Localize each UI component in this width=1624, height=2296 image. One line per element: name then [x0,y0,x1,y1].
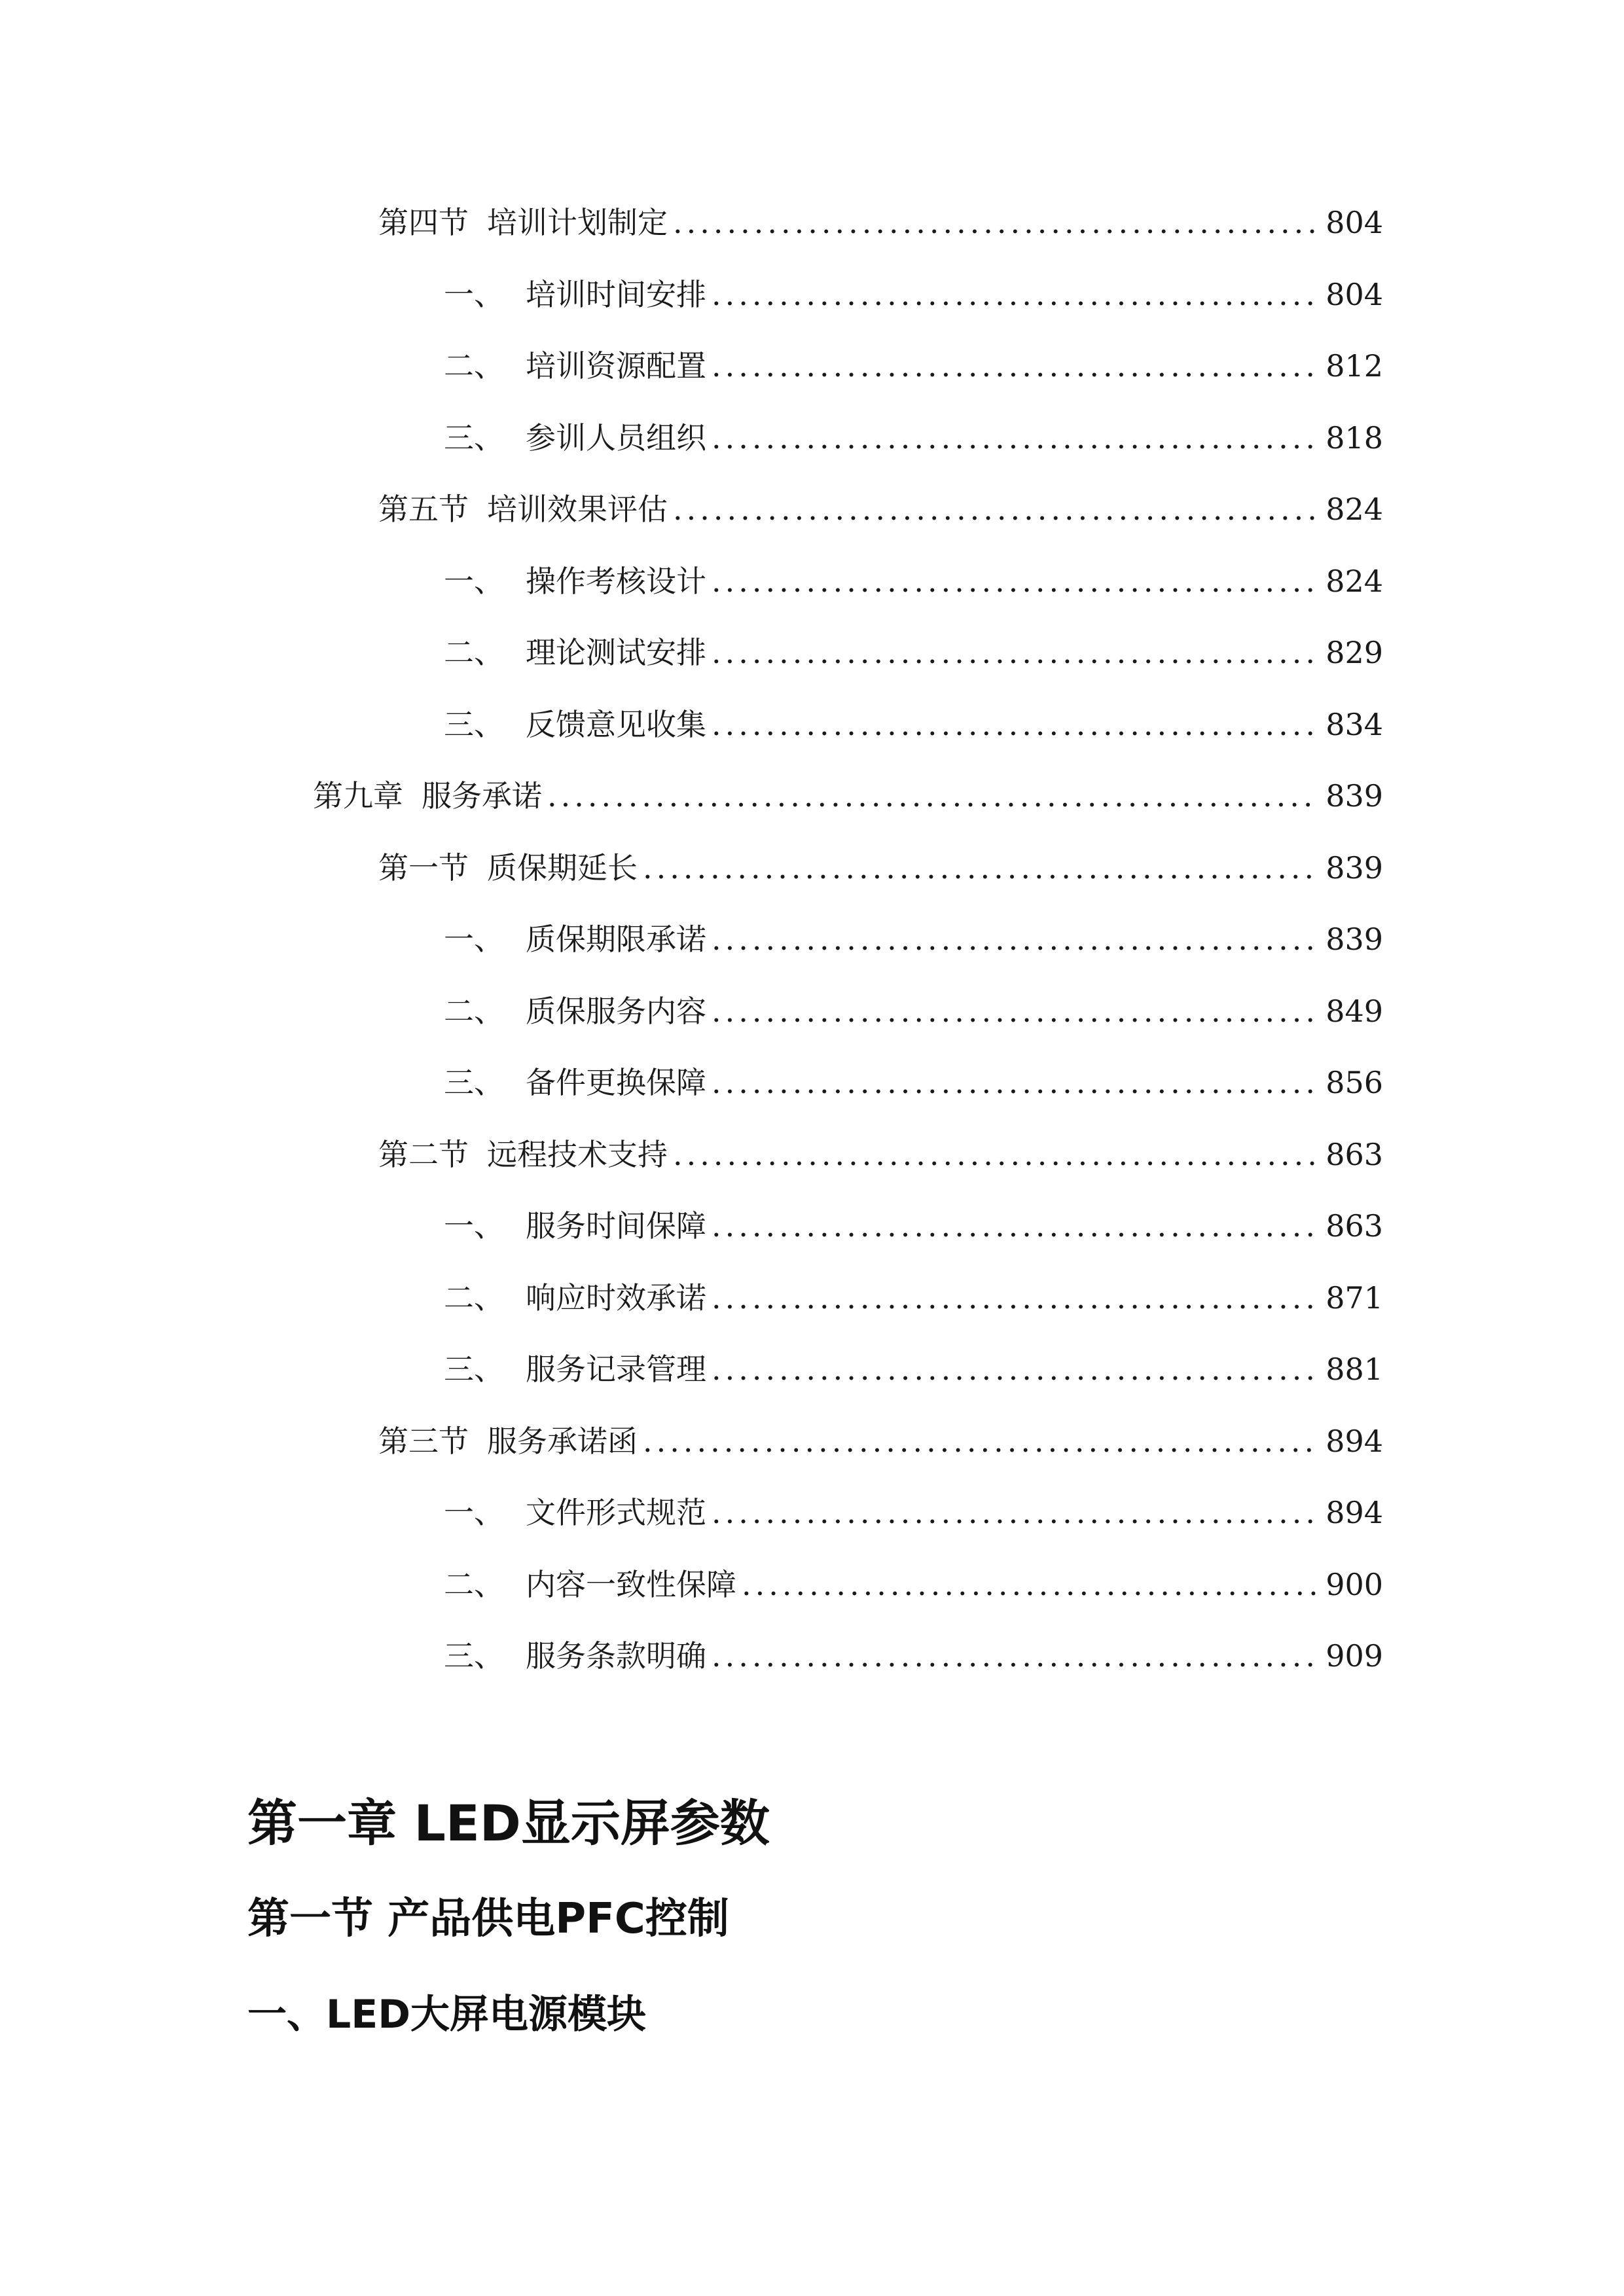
toc-entry[interactable] [378,483,1383,535]
toc-entry-page: 863 [1326,1208,1383,1244]
toc-entry-page: 804 [1326,276,1383,312]
toc-entry-page: 849 [1326,993,1383,1029]
toc-entry-title: 文件形式规范 [526,1495,706,1530]
toc-entry-number: 二、 [444,1566,504,1602]
toc-dot-leader [673,483,1316,535]
toc-entry-page: 804 [1326,205,1383,240]
toc-entry-title: 服务条款明确 [526,1638,706,1674]
toc-entry[interactable] [444,1486,1383,1539]
toc-dot-leader [643,842,1316,894]
toc-dot-leader [673,1128,1316,1181]
toc-entry-title: 服务时间保障 [526,1208,706,1244]
toc-entry-title: 培训资源配置 [526,348,706,384]
toc-dot-leader [712,555,1316,607]
toc-entry-page: 900 [1326,1566,1383,1602]
toc-entry-title: 操作考核设计 [526,563,706,599]
toc-entry-title: 反馈意见收集 [526,706,706,742]
toc-dot-leader [712,985,1316,1037]
toc-entry-number: 二、 [444,993,504,1029]
toc-entry-title: 培训时间安排 [526,276,706,312]
toc-entry[interactable] [444,698,1383,751]
toc-entry-number: 三、 [444,706,504,742]
toc-entry-number: 三、 [444,1352,504,1387]
toc-entry-page: 871 [1326,1280,1383,1316]
toc-entry-number: 二、 [444,348,504,384]
toc-entry-number: 一、 [444,922,504,957]
toc-entry-title: 服务承诺 [422,778,542,814]
toc-entry-page: 894 [1326,1495,1383,1530]
toc-entry-number: 第四节 [378,205,469,240]
toc-dot-leader [673,196,1316,249]
toc-entry-number: 一、 [444,276,504,312]
toc-entry[interactable] [378,196,1383,249]
toc-entry[interactable] [444,913,1383,965]
toc-dot-leader [712,626,1316,679]
toc-entry-number: 三、 [444,1638,504,1674]
toc-entry[interactable] [444,1272,1383,1324]
chapter-heading: 第一章 LED显示屏参数 [247,1794,770,1852]
toc-entry-number: 第二节 [378,1136,469,1172]
toc-dot-leader [712,340,1316,392]
section-heading: 第一节 产品供电PFC控制 [247,1895,729,1943]
toc-entry[interactable] [444,1558,1383,1611]
toc-entry-page: 812 [1326,348,1383,384]
toc-entry-page: 839 [1326,850,1383,886]
toc-entry[interactable] [444,1343,1383,1395]
toc-entry-title: 内容一致性保障 [526,1566,736,1602]
toc-entry[interactable] [313,770,1383,822]
toc-entry-title: 质保服务内容 [526,993,706,1029]
toc-entry-title: 质保期延长 [487,850,638,886]
toc-entry-number: 第九章 [313,778,403,814]
toc-entry-title: 理论测试安排 [526,635,706,670]
toc-dot-leader [712,1343,1316,1395]
toc-entry-page: 829 [1326,635,1383,670]
toc-dot-leader [712,698,1316,751]
toc-entry-title: 培训计划制定 [487,205,668,240]
toc-entry-page: 818 [1326,420,1383,456]
toc-entry[interactable] [444,985,1383,1037]
toc-entry-page: 839 [1326,922,1383,957]
toc-entry[interactable] [444,1200,1383,1252]
toc-entry-number: 一、 [444,1495,504,1530]
toc-dot-leader [643,1415,1316,1467]
toc-entry-page: 824 [1326,492,1383,527]
toc-entry-page: 824 [1326,563,1383,599]
toc-dot-leader [712,1056,1316,1109]
toc-entry-title: 质保期限承诺 [526,922,706,957]
toc-dot-leader [712,1486,1316,1539]
toc-entry-page: 909 [1326,1638,1383,1674]
toc-entry-number: 第三节 [378,1423,469,1459]
toc-entry-page: 834 [1326,706,1383,742]
toc-dot-leader [712,1630,1316,1682]
toc-entry-number: 三、 [444,420,504,456]
toc-entry-number: 二、 [444,1280,504,1316]
toc-entry[interactable] [378,842,1383,894]
toc-entry[interactable] [444,1056,1383,1109]
toc-entry-number: 第一节 [378,850,469,886]
toc-entry[interactable] [378,1415,1383,1467]
toc-entry-number: 第五节 [378,492,469,527]
toc-dot-leader [712,268,1316,321]
toc-entry-title: 服务承诺函 [487,1423,638,1459]
toc-entry-page: 839 [1326,778,1383,814]
toc-entry-title: 参训人员组织 [526,420,706,456]
toc-dot-leader [712,913,1316,965]
toc-entry-title: 培训效果评估 [487,492,668,527]
toc-entry[interactable] [378,1128,1383,1181]
toc-dot-leader [742,1558,1316,1611]
toc-dot-leader [712,1200,1316,1252]
toc-entry-number: 二、 [444,635,504,670]
toc-entry-page: 856 [1326,1065,1383,1100]
toc-entry-number: 一、 [444,1208,504,1244]
toc-entry[interactable] [444,268,1383,321]
subsection-heading: 一、LED大屏电源模块 [247,1992,647,2037]
toc-dot-leader [547,770,1316,822]
toc-entry-number: 一、 [444,563,504,599]
toc-dot-leader [712,412,1316,464]
toc-entry[interactable] [444,412,1383,464]
toc-dot-leader [712,1272,1316,1324]
toc-entry-title: 备件更换保障 [526,1065,706,1100]
toc-entry-title: 服务记录管理 [526,1352,706,1387]
toc-entry-number: 三、 [444,1065,504,1100]
toc-entry[interactable] [444,626,1383,679]
toc-entry[interactable] [444,555,1383,607]
toc-entry-title: 远程技术支持 [487,1136,668,1172]
toc-entry-page: 863 [1326,1136,1383,1172]
toc-entry-page: 894 [1326,1423,1383,1459]
toc-entry[interactable] [444,1630,1383,1682]
toc-entry-title: 响应时效承诺 [526,1280,706,1316]
toc-entry[interactable] [444,340,1383,392]
toc-entry-page: 881 [1326,1352,1383,1387]
